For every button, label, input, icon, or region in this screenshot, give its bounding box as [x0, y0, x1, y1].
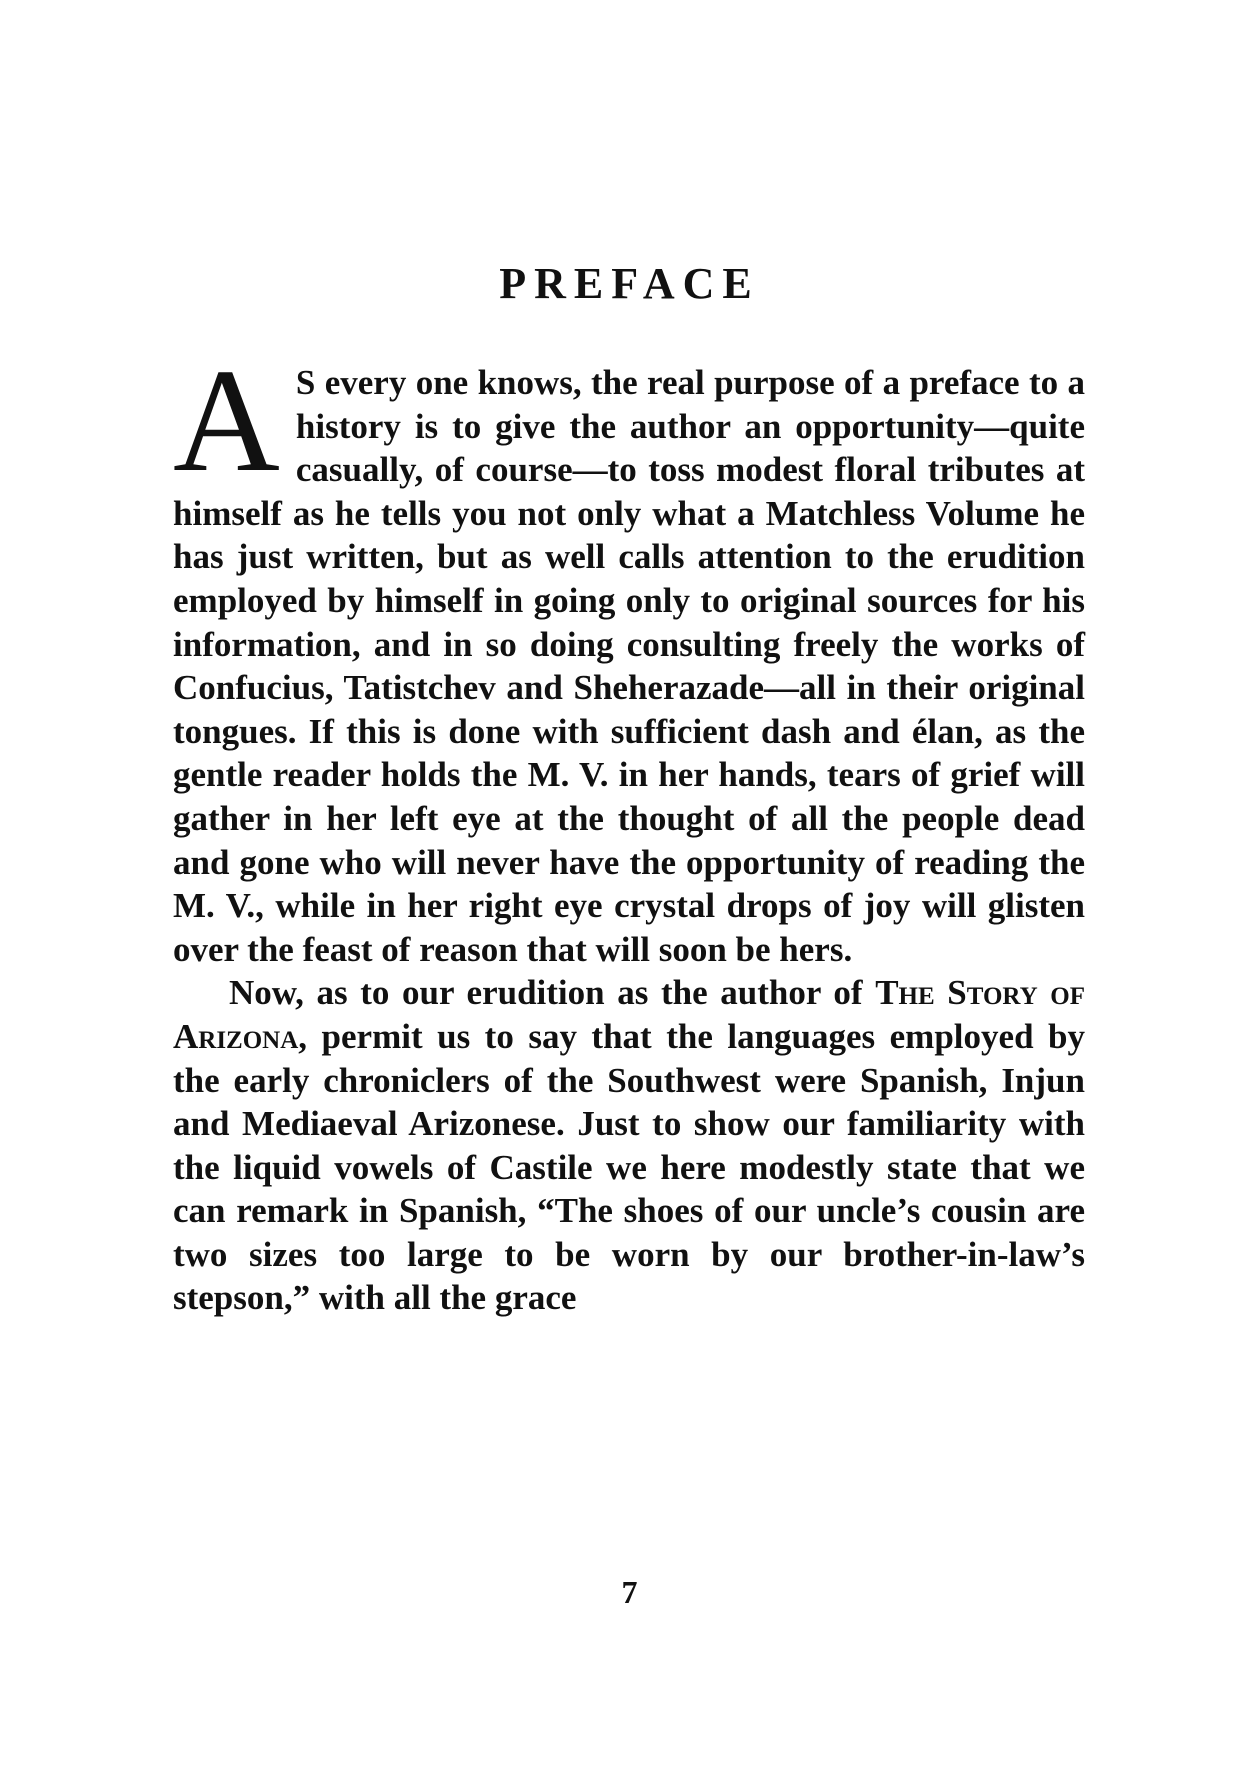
page-title: PREFACE: [499, 259, 760, 308]
page-number: 7: [621, 1574, 638, 1610]
paragraph-2: [173, 971, 1085, 1320]
body-text: [173, 339, 1085, 1320]
drop-cap: A: [173, 339, 280, 503]
book-title: The Story of Arizona: [173, 973, 1085, 1056]
paragraph-2-end: , permit us to say that the languages employed by the early chroniclers of the Southwest were Spanish, Injun and Mediaeval Arizonese. Just to show our familiarity with the liquid vowels of Castile we here modestly state that we can remark in Spanish, “The shoes of our uncle’s cousin are two sizes too large to be worn by our brother-in-law’s stepson,” with all the grace: [173, 1016, 1085, 1318]
paragraph-1: [173, 339, 1085, 971]
paragraph-2-start: Now, as to our erudition as the author of: [229, 973, 876, 1013]
paragraph-1-text: S every one knows, the real purpose of a preface to a history is to give the author an opportunity—quite casually, of course—to toss modest floral tributes at himself as he tells you not only what a Matchless Volume he has just written, but as well calls attention to the erudition employed by himself in going only to original sources for his information, and in so doing consulting freely the works of Confucius, Tatistchev and Sheherazade—all in their original tongues. If this is done with sufficient dash and élan, as the gentle reader holds the M. V. in her hands, tears of grief will gather in her left eye at the thought of all the people dead and gone who will never have the opportunity of reading the M. V., while in her right eye crystal drops of joy will glisten over the feast of reason that will soon be hers.: [173, 363, 1085, 969]
